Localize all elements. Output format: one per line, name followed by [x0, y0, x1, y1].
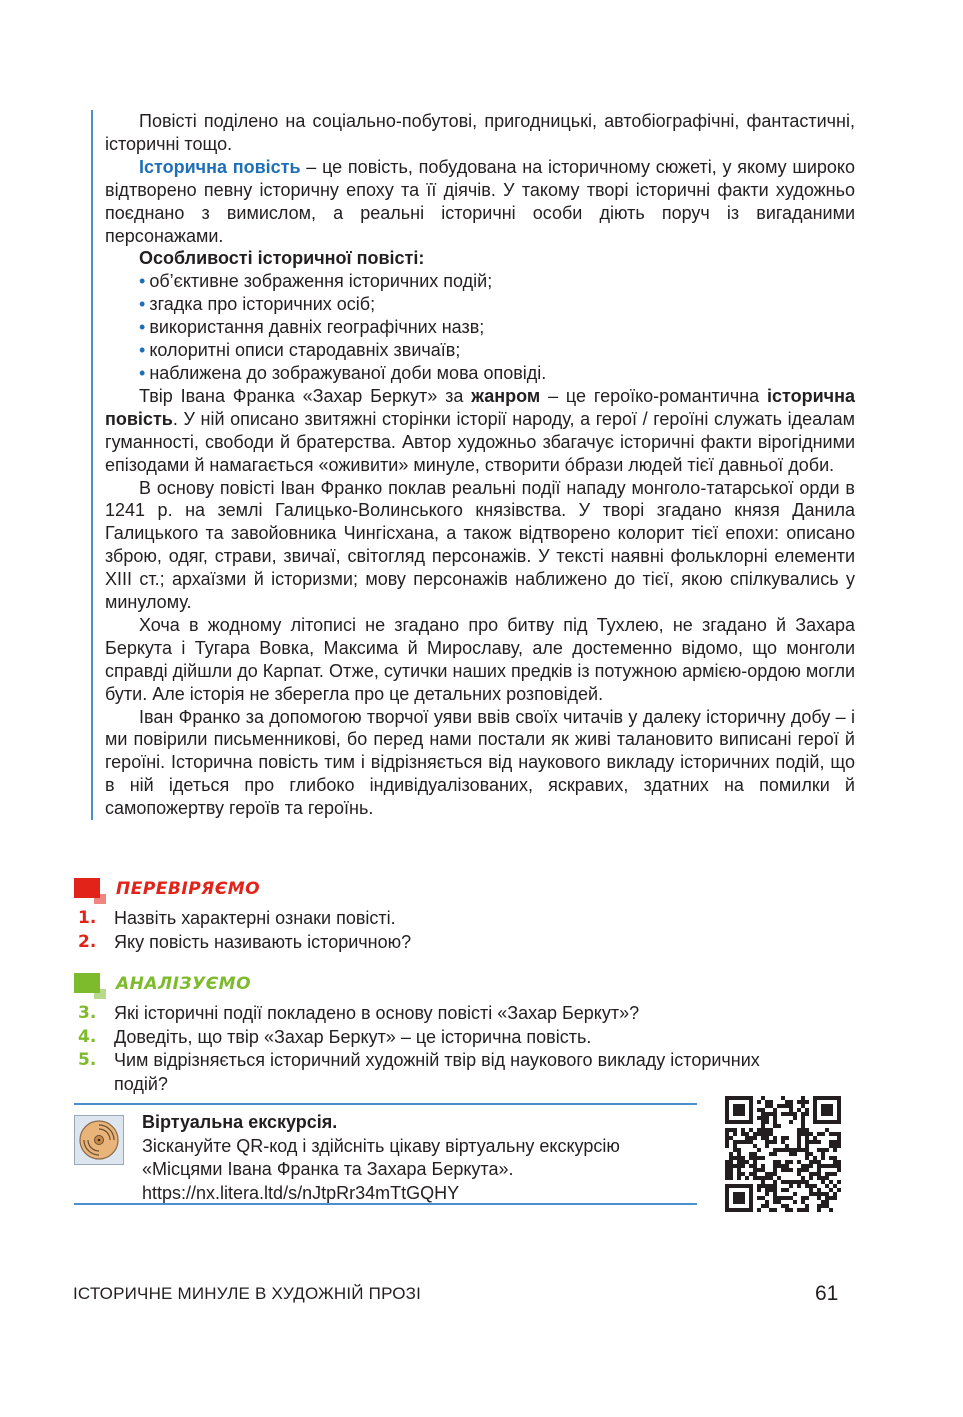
feature-text: використання давніх географічних назв;	[149, 317, 485, 338]
list-item	[139, 339, 855, 362]
check-section-title: ПЕРЕВІРЯЄМО	[116, 879, 261, 899]
bullet-icon: •	[139, 362, 146, 383]
question-number: 5.	[78, 1050, 97, 1070]
question-text: Назвіть характерні ознаки повісті.	[114, 908, 396, 928]
virtual-tour-line2: «Місцями Івана Франка та Захара Беркута».	[142, 1159, 514, 1179]
vinyl-record-icon	[74, 1115, 124, 1165]
question-item	[78, 907, 798, 931]
question-text: Які історичні події покладено в основу повісті «Захар Беркут»?	[114, 1003, 640, 1023]
bullet-icon: •	[139, 340, 146, 361]
analyze-section-header	[74, 971, 251, 997]
red-square-icon	[74, 878, 102, 900]
footer-section-title: ІСТОРИЧНЕ МИНУЛЕ В ХУДОЖНІЙ ПРОЗІ	[73, 1284, 422, 1303]
paragraph-genre	[105, 385, 855, 477]
check-section-header	[74, 876, 260, 902]
question-number: 1.	[78, 908, 97, 928]
paragraph-definition	[105, 156, 855, 248]
green-square-icon	[74, 973, 102, 995]
list-item	[139, 316, 855, 339]
question-number: 4.	[78, 1026, 97, 1047]
virtual-tour-title: Віртуальна екскурсія.	[142, 1112, 338, 1132]
virtual-tour-line1: Зіскануйте QR-код і здійсніть цікаву віртуальну екскурсію	[142, 1135, 620, 1156]
paragraph-chronicle: Хоча в жодному літописі не згадано про битву під Тухлею, не згадано й Захара Беркута і Тугара Вовка, Максима й Мирославу, але достеменно відомо, що монголи справді дійшли до Карпат. Отже, сутички наших предків із потужною армією-ордою могли бути. Але історія не зберегла про це детальних розповідей.	[105, 614, 855, 704]
paragraph-basis: В основу повісті Іван Франко поклав реальні події нападу монголо-татарської орди в 1241 р. на землі Галицько-Волинського князівства. У творі згадано князя Данила Галицького та завойовника Чингісхана, а також відтворено колорит тієї епохи: описано зброю, одяг, страви, звичаї, світогляд персонажів. У тексті наявні фольклорні елементи XIII ст.; архаїзми й історизми; мову персонажів наближено до тієї, якою спілкувались у минулому.	[105, 477, 855, 613]
list-item	[139, 293, 855, 316]
question-item	[78, 1002, 798, 1026]
analyze-section-title: АНАЛІЗУЄМО	[116, 974, 252, 994]
theory-block	[91, 110, 855, 820]
features-list	[105, 270, 855, 385]
qr-code-icon[interactable]	[725, 1096, 841, 1212]
feature-text: колоритні описи стародавніх звичаїв;	[149, 340, 461, 361]
analyze-questions	[78, 1002, 798, 1096]
feature-text: наближена до зображуваної доби мова оповіді.	[149, 362, 547, 383]
bullet-icon: •	[139, 271, 146, 292]
question-text: Доведіть, що твір «Захар Беркут» – це історична повість.	[114, 1026, 592, 1047]
feature-text: згадка про історичних осіб;	[149, 294, 376, 315]
bullet-icon: •	[139, 317, 146, 338]
question-item	[78, 931, 798, 955]
bullet-icon: •	[139, 294, 146, 315]
question-number: 2.	[78, 931, 97, 952]
paragraph-genres: Повісті поділено на соціально-побутові, пригодницькі, автобіографічні, фантастичні, історичні тощо.	[105, 111, 855, 154]
definition-text: – це повість, побудована на історичному сюжеті, у якому широко відтворено певну історичну епоху та її діячів. У такому творі історичні факти художньо поєднано з вимислом, а реальні історичні особи діють поруч із вигаданими персонажами.	[105, 156, 855, 246]
list-item	[139, 362, 855, 385]
page-number: 61	[815, 1282, 839, 1305]
bold-genre: жанром	[471, 385, 541, 406]
feature-text: об’єктивне зображення історичних подій;	[149, 271, 493, 292]
virtual-tour-box	[74, 1103, 697, 1205]
text-span: . У ній описано звитяжні сторінки історії народу, а герої / героїні служать ідеалам гуманності, свободи й братерства. Автор художньо збагачує історичні факти вірогідними епізодами й намагається «оживити» минуле, створити óбрази людей тієї давньої доби.	[105, 408, 855, 475]
paragraph-conclusion: Іван Франко за допомогою творчої уяви ввів своїх читачів у далеку історичну добу – і ми повірили письменникові, бо перед нами постали як живі талановито виписані герої й героїні. Історична повість тим і відрізняється від наукового викладу історичних подій, що в ній ідеться про глибоко індивідуалізованих, яскравих, здатних на помилки й самопожертву героїв та героїнь.	[105, 706, 855, 819]
list-item	[139, 270, 855, 293]
question-item	[78, 1049, 798, 1096]
bold-historical-story: історична повість	[105, 385, 855, 429]
features-title: Особливості історичної повісті:	[139, 248, 425, 269]
question-text: Чим відрізняється історичний художній твір від наукового викладу історичних подій?	[114, 1050, 760, 1094]
text-span: – це героїко-романтична	[540, 385, 768, 406]
question-text: Яку повість називають історичною?	[114, 931, 412, 952]
term-historical-story: Історична повість	[139, 156, 301, 177]
virtual-tour-text	[142, 1111, 702, 1205]
text-span: Твір Івана Франка «Захар Беркут» за	[139, 385, 472, 406]
virtual-tour-link[interactable]: https://nx.litera.ltd/s/nJtpRr34mTtGQHY	[142, 1182, 460, 1203]
check-questions	[78, 907, 798, 954]
question-item	[78, 1026, 798, 1050]
question-number: 3.	[78, 1003, 97, 1023]
